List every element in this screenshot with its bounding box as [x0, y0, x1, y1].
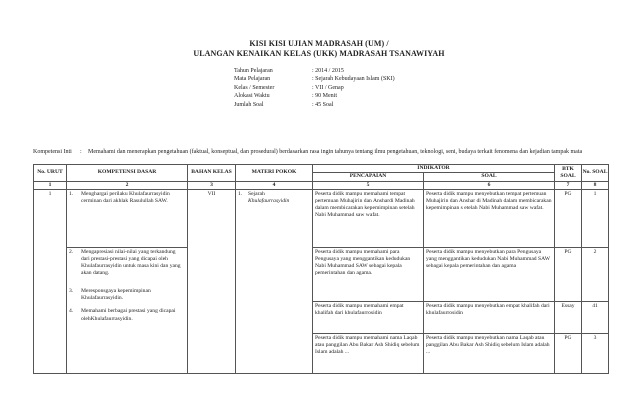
column-number: 8	[582, 181, 609, 189]
kompetensi-dasar-cell	[67, 189, 188, 247]
kisi-kisi-table	[33, 164, 609, 374]
no-soal-cell: 41	[582, 301, 609, 333]
row-no-urut: 1	[34, 189, 67, 373]
table-row	[34, 247, 609, 301]
info-row	[234, 101, 395, 109]
column-number: 6	[424, 181, 555, 189]
header-pencapaian: PENCAPAIAN	[313, 173, 424, 181]
info-key: Tahun Pelajaran	[234, 68, 273, 74]
column-number: 7	[555, 181, 582, 189]
info-row	[234, 84, 395, 92]
info-key: Alokasi Waktu	[234, 93, 270, 100]
info-row	[234, 92, 395, 100]
header-soal: SOAL	[424, 173, 555, 181]
kompetensi-item: 1. Menghargai perilaku Khulafaurrasyidin cerminan dari akhlak Rasulullah SAW.	[69, 190, 170, 204]
pencapaian-cell: Peserta didik mampu memahami empat khalifah dari khulafaurrosidin	[313, 301, 424, 333]
no-soal-cell: 2	[582, 247, 609, 301]
column-number: 3	[188, 181, 236, 189]
info-key: Mata Pelajaran	[234, 76, 271, 83]
soal-cell: Peserta didik mampu menyebutkan tempat pertemuan Muhajirin dan Anshar di Madinah dalam membicarakan kepemimpinan s etelah Nabi Muhammad saw wafat.	[424, 189, 555, 247]
title-line-1: KISI KISI UJIAN MADRASAH (UM) /	[249, 39, 389, 48]
kompetensi-item: 2. Mengapresiasi nilai-nilai yang terkandung dari prestasi-prestasi yang dicapai oleh Khulafaurrasyidin untuk masa kini dan yang akan datang.	[69, 248, 181, 277]
soal-cell: Peserta didik mampu menyebutkan empat khalifah dari khulafaurrosidin	[424, 301, 555, 333]
materi-title: Sejarah	[248, 190, 265, 197]
header-kompetensi-dasar: KOMPETENSI DASAR	[67, 165, 188, 182]
kompetensi-item: 4. Memahami berbagai prestasi yang dicapai olehKhulafaurrasyidin.	[69, 308, 176, 322]
kompetensi-item: 3. Meresponsgaya kepemimpinan Khulafaurrasyidin.	[69, 287, 151, 302]
kompetensi-inti-label: Kompetensi Inti	[33, 149, 72, 155]
title-line-2: ULANGAN KENAIKAN KELAS (UKK) MADRASAH TSANAWIYAH	[193, 49, 445, 58]
kompetensi-inti-colon: :	[80, 149, 82, 155]
info-key: Kelas / Semester	[234, 84, 275, 91]
btk-cell: PG	[555, 333, 582, 373]
header-no-urut: No. URUT	[34, 165, 67, 182]
info-key: Jumlah Soal	[234, 101, 264, 108]
no-soal-cell: 1	[582, 189, 609, 247]
materi-number: 1.	[238, 190, 243, 197]
column-number: 5	[313, 181, 424, 189]
column-number: 1	[34, 181, 67, 189]
kompetensi-inti-text: Memahami dan menerapkan pengetahuan (faktual, konseptual, dan prosedural) berdasarkan rasa ingin tahunya tentang ilmu pengetahuan, teknologi, seni, budaya terkait fenomena dan kejadian tampak mata	[88, 149, 583, 155]
header-materi-pokok: MATERI POKOK	[236, 165, 313, 182]
btk-cell: Essay	[555, 301, 582, 333]
pencapaian-cell: Peserta didik mampu memahami nama Laqab atau panggilan Abu Bakar Ash Shidiq sebelum Islam adalah ...	[313, 333, 424, 373]
soal-cell: Peserta didik mampu menyebutkan nama Laqab atau panggilan Abu Bakar Ash Shidiq sebelum Islam adalah ...	[424, 333, 555, 373]
info-value: : 2014 / 2015	[312, 68, 344, 74]
kompetensi-inti	[33, 148, 608, 156]
column-number: 2	[67, 181, 188, 189]
pencapaian-cell: Peserta didik mampu memahami tempat pertemuan Muhajirin dan Anshardi Madinah dalam membicarakan kepemimpinan setelah Nabi Muhammad saw wafat.	[313, 189, 424, 247]
materi-pokok-cell	[236, 189, 313, 373]
no-soal-cell: 3	[582, 333, 609, 373]
info-value: : VII / Genap	[312, 84, 344, 91]
info-value: : 90 Menit	[312, 93, 337, 100]
info-row	[234, 67, 395, 75]
bahan-kelas-cell: VII	[188, 189, 236, 373]
soal-cell: Peserta didik mampu menyebutkan para Pengusaya yang menggantikan kedudukan Nabi Muhammad SAW sebagai kepala pemerintahan dan agama	[424, 247, 555, 301]
header-bahan-kelas: BAHAN KELAS	[188, 165, 236, 182]
header-indikator: INDIKATOR	[313, 165, 555, 173]
info-value: : Sejarah Kebudayaan Islam (SKI)	[312, 76, 395, 83]
table-row	[34, 189, 609, 247]
materi-subtitle: Khulafaurrasyidin	[248, 197, 290, 204]
info-row	[234, 75, 395, 83]
btk-cell: PG	[555, 247, 582, 301]
header-btk-soal: BTK SOAL	[555, 165, 582, 182]
column-number-row	[34, 181, 609, 189]
info-value: : 45 Soal	[312, 101, 334, 108]
info-block	[234, 67, 395, 109]
pencapaian-cell: Peserta didik mampu memahami para Pengusaya yang menggantikan kedudukan Nabi Muhammad SAW sebagai kepala pemerintahan dan agama.	[313, 247, 424, 301]
kompetensi-dasar-cell	[67, 247, 188, 373]
btk-cell: PG	[555, 189, 582, 247]
column-number: 4	[236, 181, 313, 189]
header-no-soal: No. SOAL	[582, 165, 609, 182]
